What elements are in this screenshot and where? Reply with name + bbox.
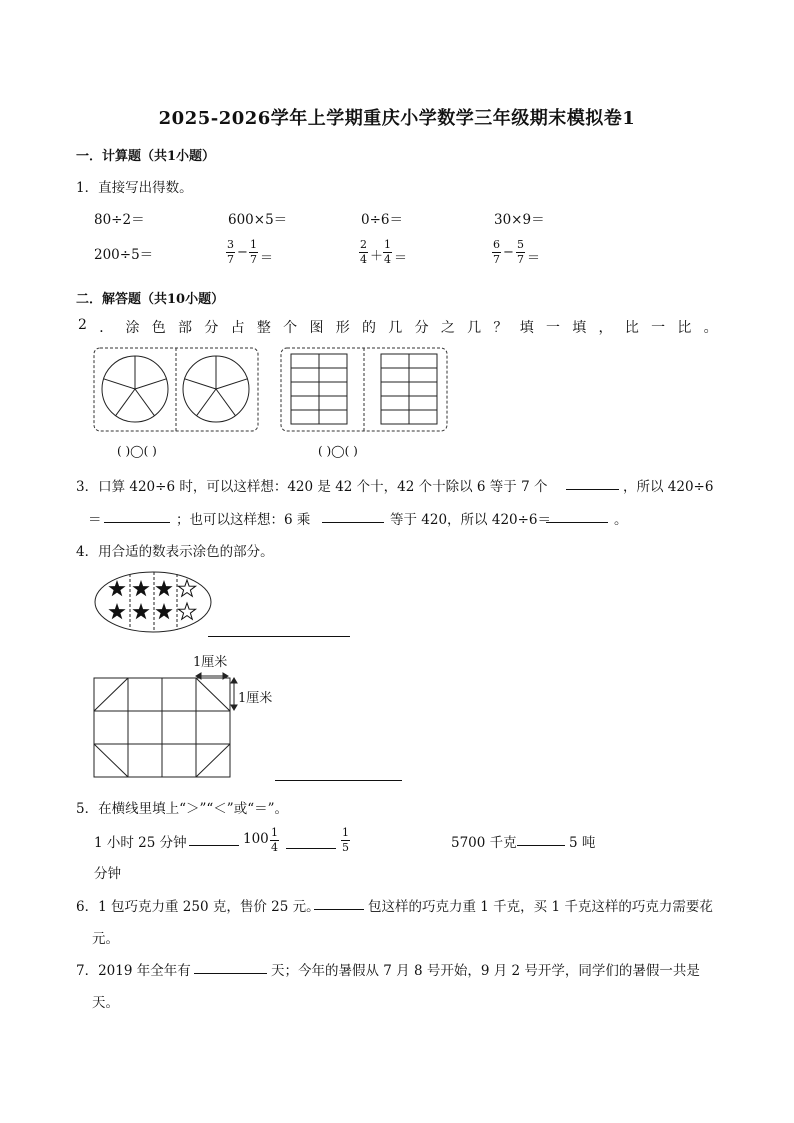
q2-grids-figure (279, 346, 449, 434)
q1-eq-2: ＝ (394, 251, 408, 266)
q1-frac-2a: $\frac{2}{4}$ (360, 238, 367, 266)
q1-item-4: 30×9＝ (494, 212, 545, 228)
q1-op-1: − (237, 245, 248, 260)
q4-dimension-arrows (194, 666, 240, 714)
q2-prompt: 2 ． 涂 色 部 分 占 整 个 图 形 的 几 分 之 几 ？ 填 一 填 ， 比 一 比 。 (78, 317, 718, 336)
q3-line-1b: ，所以 420÷6 (623, 479, 714, 495)
q1-frac-3b: $\frac{5}{7}$ (517, 238, 524, 266)
section-heading-calc: 一．计算题（共1小题） (76, 149, 216, 164)
q1-frac-1a: $\frac{3}{7}$ (227, 238, 234, 266)
q1-item-1: 80÷2＝ (94, 212, 145, 228)
q4-blank-1[interactable] (208, 636, 350, 637)
q5-blank-3[interactable] (517, 845, 565, 846)
q7-blank-1[interactable] (194, 973, 267, 974)
q1-op-2: ＋ (370, 249, 384, 264)
q5-blank-2[interactable] (286, 848, 336, 849)
q6-blank-1[interactable] (314, 909, 364, 910)
q4-height-label: 1厘米 (238, 691, 273, 706)
section-heading-solve: 二．解答题（共10小题） (76, 292, 225, 307)
q6-line-2: 元。 (92, 931, 119, 947)
q2-compare-2: ( )◯( ) (318, 444, 358, 458)
q5-item-3b: 5 吨 (569, 835, 596, 851)
q5-item-1b: 100 (243, 831, 269, 847)
q4-stars-figure (93, 570, 213, 634)
q7-line-1b: 天；今年的暑假从 7 月 8 号开始，9 月 2 号开学，同学们的暑假一共是 (271, 963, 700, 979)
q5-frac-b: $\frac{1}{5}$ (342, 826, 349, 854)
q5-item-1c: 分钟 (94, 866, 121, 882)
q7-line-1a: 7．2019 年全年有 (76, 963, 191, 979)
pie-circle-left (102, 356, 168, 422)
q3-line-2c: 等于 420，所以 420÷6＝ (390, 512, 552, 528)
grid-left (291, 354, 347, 424)
pie-circle-right (183, 356, 249, 422)
q1-frac-2b: $\frac{1}{4}$ (384, 238, 391, 266)
q3-blank-2[interactable] (104, 522, 170, 523)
q5-prompt: 5．在横线里填上“＞”“＜”或“＝”。 (76, 801, 288, 817)
star-icon-filled (108, 580, 172, 619)
q3-blank-4[interactable] (546, 522, 608, 523)
q5-item-3a: 5700 千克 (451, 835, 517, 851)
q1-item-3: 0÷6＝ (361, 212, 403, 228)
q6-line-1a: 6．1 包巧克力重 250 克，售价 25 元。 (76, 899, 320, 915)
q3-blank-3[interactable] (322, 522, 384, 523)
q5-blank-1[interactable] (189, 845, 239, 846)
q3-line-2a: ＝ (88, 512, 102, 528)
q1-op-3: − (503, 245, 514, 260)
q3-line-1a: 3．口算 420÷6 时，可以这样想：420 是 42 个十，42 个十除以 6 等于 7 个 (76, 479, 548, 495)
q7-line-2: 天。 (92, 995, 119, 1011)
q1-item-5: 200÷5＝ (94, 247, 154, 263)
star-icon-outline (178, 580, 195, 619)
q1-frac-1b: $\frac{1}{7}$ (250, 238, 257, 266)
q4-width-label: 1厘米 (193, 655, 228, 670)
q4-prompt: 4．用合适的数表示涂色的部分。 (76, 544, 274, 560)
q1-eq-3: ＝ (527, 251, 541, 266)
grid-right (381, 354, 437, 424)
q1-item-2: 600×5＝ (228, 212, 288, 228)
q4-blank-2[interactable] (275, 780, 402, 781)
q1-eq-1: ＝ (260, 251, 274, 266)
q5-item-1a: 1 小时 25 分钟 (94, 835, 187, 851)
q1-prompt: 1．直接写出得数。 (76, 180, 193, 196)
q5-frac-a: $\frac{1}{4}$ (271, 826, 278, 854)
q3-line-2d: 。 (614, 512, 628, 528)
q2-compare-1: ( )◯( ) (117, 444, 157, 458)
q3-line-2b: ；也可以这样想：6 乘 (176, 512, 311, 528)
q1-frac-3a: $\frac{6}{7}$ (493, 238, 500, 266)
q3-blank-1[interactable] (566, 489, 619, 490)
page-title: 2025-2026学年上学期重庆小学数学三年级期末模拟卷1 (158, 108, 636, 129)
q6-line-1b: 包这样的巧克力重 1 千克，买 1 千克这样的巧克力需要花 (368, 899, 713, 915)
q2-circles-figure (92, 346, 260, 434)
